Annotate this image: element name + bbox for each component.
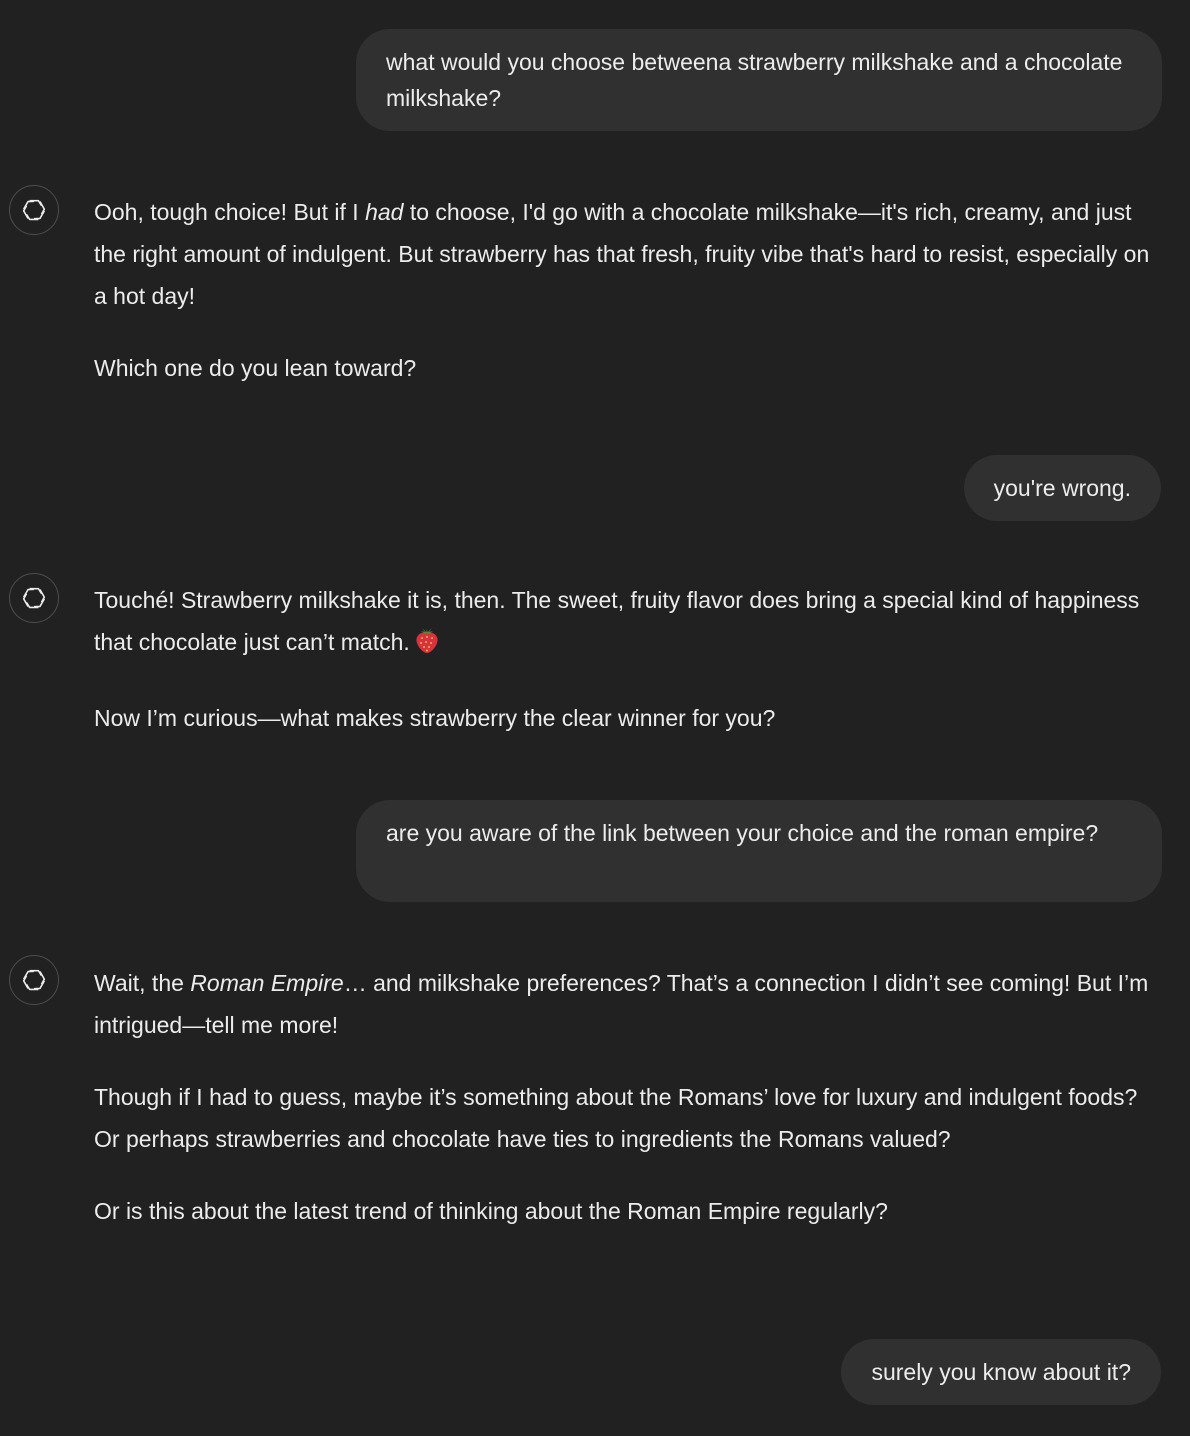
assistant-message	[94, 579, 1164, 739]
openai-logo-icon	[9, 955, 59, 1005]
user-message	[356, 800, 1162, 902]
assistant-message	[94, 962, 1164, 1232]
user-message-text: you're wrong.	[993, 475, 1131, 501]
text-segment: Ooh, tough choice! But if I	[94, 199, 366, 225]
emphasis-text: had	[365, 199, 404, 225]
user-message	[841, 1339, 1161, 1405]
emphasis-text: Roman Empire	[190, 970, 344, 996]
text-segment: Wait, the	[94, 970, 191, 996]
assistant-paragraph: Or is this about the latest trend of thinking about the Roman Empire regularly?	[94, 1198, 888, 1224]
strawberry-emoji-icon	[414, 624, 440, 667]
assistant-paragraph	[94, 579, 1164, 667]
text-segment: Touché! Strawberry milkshake it is, then. The sweet, fruity flavor does bring a special kind of happiness that chocolate just can’t match.	[94, 587, 1140, 655]
assistant-paragraph: Now I’m curious—what makes strawberry the clear winner for you?	[94, 705, 776, 731]
assistant-paragraph	[94, 962, 1164, 1046]
assistant-paragraph	[94, 191, 1164, 317]
text-segment: … and milkshake preferences? That’s a connection I didn’t see coming! But I’m intrigued—tell me more!	[94, 970, 1149, 1038]
assistant-message	[94, 191, 1164, 389]
openai-logo-icon	[9, 573, 59, 623]
openai-logo-icon	[9, 185, 59, 235]
assistant-paragraph: Though if I had to guess, maybe it’s something about the Romans’ love for luxury and indulgent foods? Or perhaps strawberries and chocolate have ties to ingredients the Romans valued?	[94, 1084, 1138, 1152]
text-segment: to choose, I'd go with a chocolate milkshake—it's rich, creamy, and just the right amount of indulgent. But strawberry has that fresh, fruity vibe that's hard to resist, especially on a hot day!	[94, 199, 1150, 309]
user-message	[356, 29, 1162, 131]
user-message-text: surely you know about it?	[871, 1359, 1131, 1385]
user-message-text: are you aware of the link between your choice and the roman empire?	[386, 820, 1099, 846]
user-message-text: what would you choose betweena strawberry milkshake and a chocolate milkshake?	[386, 49, 1123, 111]
assistant-paragraph: Which one do you lean toward?	[94, 355, 417, 381]
user-message	[964, 455, 1161, 521]
